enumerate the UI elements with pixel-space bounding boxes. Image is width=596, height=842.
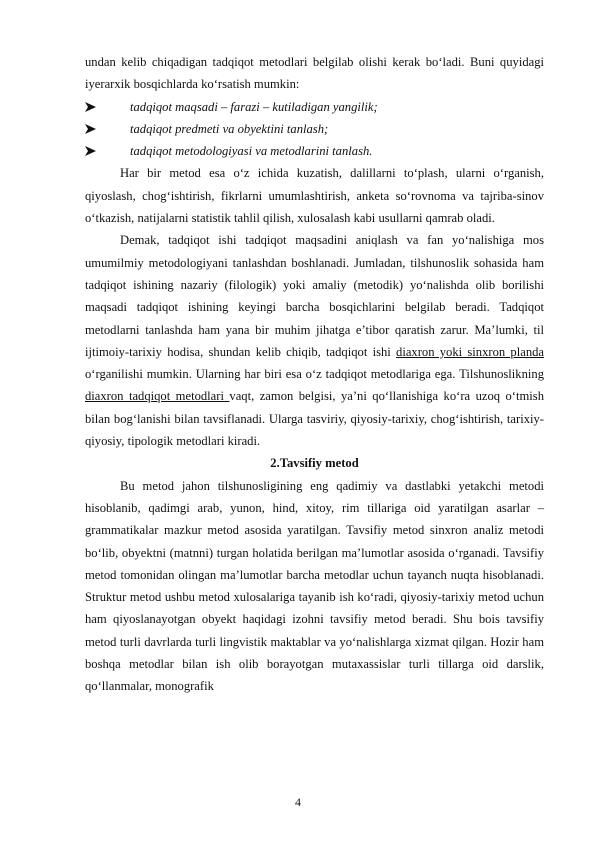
methods-paragraph: Har bir metod esa o‘z ichida kuzatish, dalillarni to‘plash, ularni o‘rganish, qiyoslash, chog‘ishtirish, fikrlarni umumlashtirish, anketa so‘rovnoma va tajriba-sinov o‘tkazish, natijalarni statistik tahlil qilish, xulosalash kabi usullarni qamrab oladi. [85, 166, 544, 226]
research-paragraph [85, 229, 544, 452]
underlined-phrase-diachronic-methods: diaxron tadqiqot metodlari [85, 389, 230, 404]
list-item [85, 140, 544, 162]
list-item [85, 96, 544, 118]
section-heading: 2.Tavsifiy metod [270, 456, 359, 471]
hierarchy-list [85, 96, 544, 163]
section-paragraph: Bu metod jahon tilshunosligining eng qadimiy va dastlabki yetakchi metodi hisoblanib, qadimgi arab, yunon, hind, xitoy, rim tillariga oid yaratilgan asarlar – grammatikalar mazkur metod asosida yaratilgan. Tavsifiy metod sinxron analiz metodi bo‘lib, obyektni (matnni) turgan holatida berilgan ma’lumotlar asosida o‘rganadi. Tavsifiy metod tomonidan olingan ma’lumotlar barcha metodlar uchun tayanch nuqta hisoblanadi. Struktur metod ushbu metod xulosalariga tayanib ish ko‘radi, qiyosiy-tarixiy metod uchun ham qiyoslanayotgan obyekt haqidagi izohni tavsifiy metod beradi. Shu bois tavsifiy metod turli davrlarda turli lingvistik maktablar va yo‘nalishlarga xizmat qilgan. Hozir ham boshqa metodlar bilan ish olib borayotgan mutaxassislar turli tillarga oid darslik, qo‘llanmalar, monografik [85, 478, 544, 694]
list-item-text: tadqiqot maqsadi – farazi – kutiladigan yangilik; [130, 99, 378, 114]
list-item-text: tadqiqot metodologiyasi va metodlarini tanlash. [130, 144, 373, 159]
arrowhead-bullet-icon [85, 140, 99, 156]
list-item [85, 118, 544, 140]
research-text-part3: vaqt, zamon belgisi, ya’ni qo‘llanishiga ko‘ra uzoq o‘tmish bilan bog‘lanishi bilan tavsiflanadi. Ularga tasviriy, qiyosiy-tarixiy, chog‘ishtirish, tarixiy-qiyosiy, tipologik metodlari kiradi. [85, 389, 544, 449]
intro-paragraph: undan kelib chiqadigan tadqiqot metodlari belgilab olishi kerak bo‘ladi. Buni quyidagi iyerarxik bosqichlarda ko‘rsatish mumkin: [85, 55, 544, 92]
research-text-part1: Demak, tadqiqot ishi tadqiqot maqsadini aniqlash va fan yo‘nalishiga mos umumilmiy metodologiyani tanlashdan boshlanadi. Jumladan, tilshunoslik sohasida ham tadqiqot ishining nazariy (filologik) yoki amaliy (metodik) yo‘nalishda olib borilishi maqsadi tadqiqot ishining keyingi barcha bosqichlarini belgilab beradi. Tadqiqot metodlarni tanlashda ham yana bir muhim jihatga e’tibor qaratish zarur. Ma’lumki, til ijtimoiy-tarixiy hodisa, shundan kelib chiqib, tadqiqot ishi [85, 233, 544, 359]
document-page [85, 51, 544, 698]
page-number: 4 [295, 795, 301, 809]
underlined-phrase-diachronic-synchronic: diaxron yoki sinxron planda [396, 344, 545, 359]
research-text-part2: o‘rganilishi mumkin. Ularning har biri esa o‘z tadqiqot metodlariga ega. Tilshunoslikning [85, 367, 544, 382]
arrowhead-bullet-icon [85, 118, 99, 134]
list-item-text: tadqiqot predmeti va obyektini tanlash; [130, 121, 329, 136]
arrowhead-bullet-icon [85, 96, 99, 112]
